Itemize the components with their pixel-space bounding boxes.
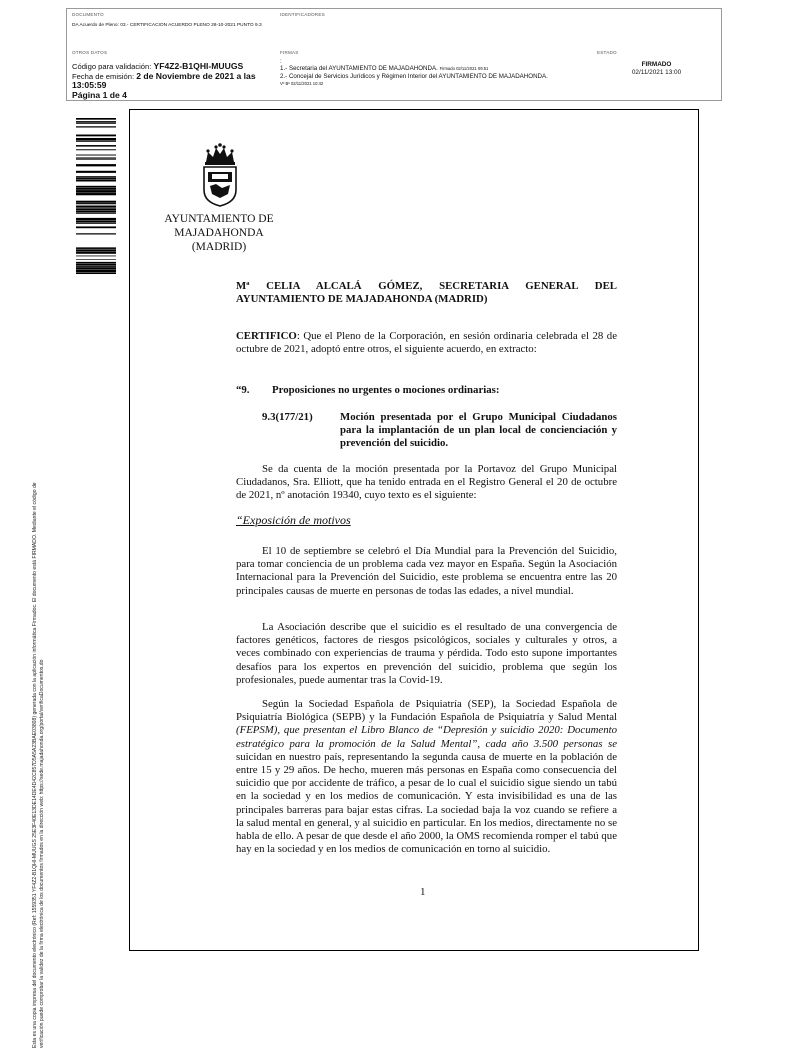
ayuntamiento-heading (154, 212, 284, 254)
documento-label: DOCUMENTO (72, 12, 104, 17)
documento-value: DA Acuerdo de Pleno: 03.- CERTIFICACION ACUERDO PLENO 28-10-2021 PUNTO 9.3 (72, 23, 262, 28)
verification-line-1: Esta es una copia impresa del documento electrónico (Ref: 1559351 YF4Z2-B1QHI-MUUGS 25E3F40E13DE14DE4D42C857D5A5A23BAE03808) generada con la aplicación informática Firmadoc. El documento está FIRMADO. Mediante el código de (32, 482, 38, 1048)
exposicion-heading: “Exposición de motivos (236, 513, 351, 527)
majadahonda-crest-icon (198, 142, 242, 208)
identificadores-label: IDENTIFICADORES (280, 12, 325, 17)
mocion-number: 9.3(177/21) (262, 411, 313, 423)
barcode-image (76, 118, 116, 276)
mocion-title: Moción presentada por el Grupo Municipal Ciudadanos para la implantación de un plan local de concienciación y prevención del suicidio. (340, 411, 617, 450)
da-cuenta-paragraph: Se da cuenta de la moción presentada por la Portavoz del Grupo Municipal Ciudadanos, Sra. Elliott, que ha tenido entrada en el Registro General el 20 de octubre de 2021, nº anotación 19340, cuyo texto es el siguiente: (236, 463, 617, 502)
fecha-prefix: Fecha de emisión: (72, 71, 135, 81)
certifico-text: : Que el Pleno de la Corporación, en sesión ordinaria celebrada el 28 de octubre de 2021, adoptó entre otros, el siguiente acuerdo, en extracto: (236, 330, 617, 356)
paragraph-3-part-b: (FEPSM), que presentan el Libro Blanco de “Depresión y suicidio 2020: Documento estratégico para la promoción de la Salud Mental”, cada año 3.500 personas se (236, 724, 617, 750)
otros-datos-cell (67, 47, 275, 101)
paragraph-2: La Asociación describe que el suicidio es el resultado de una convergencia de factores genéticos, factores de riesgos psicológicos, sociales y culturales y otros, a veces combinado con experiencias de trauma y pérdida. Todo esto supone importantes desafíos para los expertos en prevención del suicidio, problema que según los profesionales, puede aumentar tras la Covid-19. (236, 621, 617, 686)
certifico-paragraph (236, 330, 617, 356)
firma-1: 1.- Secretaria del AYUNTAMIENTO DE MAJADAHONDA. (280, 65, 438, 73)
codigo-validacion: YF4Z2-B1QHI-MUUGS (153, 61, 244, 71)
signature-header-table (66, 8, 722, 101)
documento-cell (67, 9, 275, 47)
paragraph-1: El 10 de septiembre se celebró el Día Mundial para la Prevención del Suicidio, para tomar conciencia de un problema cada vez mayor en España. Según la Asociación Internacional para la Prevención del Suicidio, este problema se encuentra entre las 20 principales causas de muerte en personas de todas las edades, a nivel mundial. (236, 545, 617, 597)
ayto-line-3: (MADRID) (191, 241, 247, 253)
secretaria-heading (236, 280, 617, 306)
firmas-cell (275, 47, 592, 101)
codigo-prefix: Código para validación: (72, 62, 152, 71)
firma-2-date: Vº Bº 02/11/2021 10:42 (280, 81, 324, 87)
punto-title: Proposiciones no urgentes o mociones ordinarias: (272, 384, 500, 396)
secretaria-line-2: AYUNTAMIENTO DE MAJADAHONDA (MADRID) (236, 293, 488, 306)
firma-2: 2.- Concejal de Servicios Jurídicos y Régimen Interior del AYUNTAMIENTO DE MAJADAHONDA. (280, 72, 548, 80)
punto-heading (236, 384, 617, 397)
certifico-label: CERTIFICO (236, 330, 297, 342)
verification-vertical-text (32, 228, 68, 1048)
identificadores-cell (275, 9, 721, 47)
paragraph-3 (236, 698, 617, 856)
otros-datos-label: OTROS DATOS (72, 50, 108, 55)
estado-value: FIRMADO (641, 61, 672, 68)
firmas-colon: : (280, 58, 282, 65)
secretaria-line-1: Mª CELIA ALCALÁ GÓMEZ, SECRETARIA GENERAL DEL (236, 280, 617, 292)
firma-1-date: Firmado 02/11/2021 09:51 (439, 66, 489, 72)
paragraph-3-part-a: Según la Sociedad Española de Psiquiatría (SEP), la Sociedad Española de Psiquiatría Biológica (SEPB) y la Fundación Española de Psiquiatría y Salud Mental (236, 698, 617, 724)
punto-number: “9. (236, 384, 250, 396)
verification-line-2: verificación puede comprobar la validez de la firma electrónica de los documentos firmados en la dirección web: https://sede.majadahonda.org/portal/verificaDocumentos.do (39, 659, 45, 1048)
estado-label: ESTADO (597, 50, 617, 55)
fecha-emision: 2 de Noviembre de 2021 a las 13:05:59 (72, 70, 256, 90)
paragraph-3-part-c: suicidan en nuestro país, representando la segunda causa de muerte en la población de entre 15 y 29 años. De hecho, mueren más personas en España como consecuencia del suicidio que por accidente de tráfico, a pesar de lo cual el suicidio sigue siendo un tabú en la sociedad y en los medios de comunicación. Y esta invisibilidad es una de las principales barreras para bajar estas cifras. La sociedad baja la voz cuando se refiere a la salud mental en general, y al suicidio en particular. En los medios, directamente no se habla de ello. A pesar de que desde el año 2000, la OMS recomienda romper el tabú que hay en la sociedad y en los medios de comunicación en torno al suicidio. (236, 750, 617, 856)
ayto-line-1: AYUNTAMIENTO DE (164, 213, 274, 225)
page-number: 1 (420, 886, 426, 898)
estado-date: 02/11/2021 13:00 (631, 69, 682, 76)
ayto-line-2: MAJADAHONDA (174, 227, 264, 239)
pagina-indicator: Página 1 de 4 (72, 89, 127, 100)
estado-cell (592, 47, 721, 101)
firmas-label: FIRMAS (280, 50, 299, 55)
